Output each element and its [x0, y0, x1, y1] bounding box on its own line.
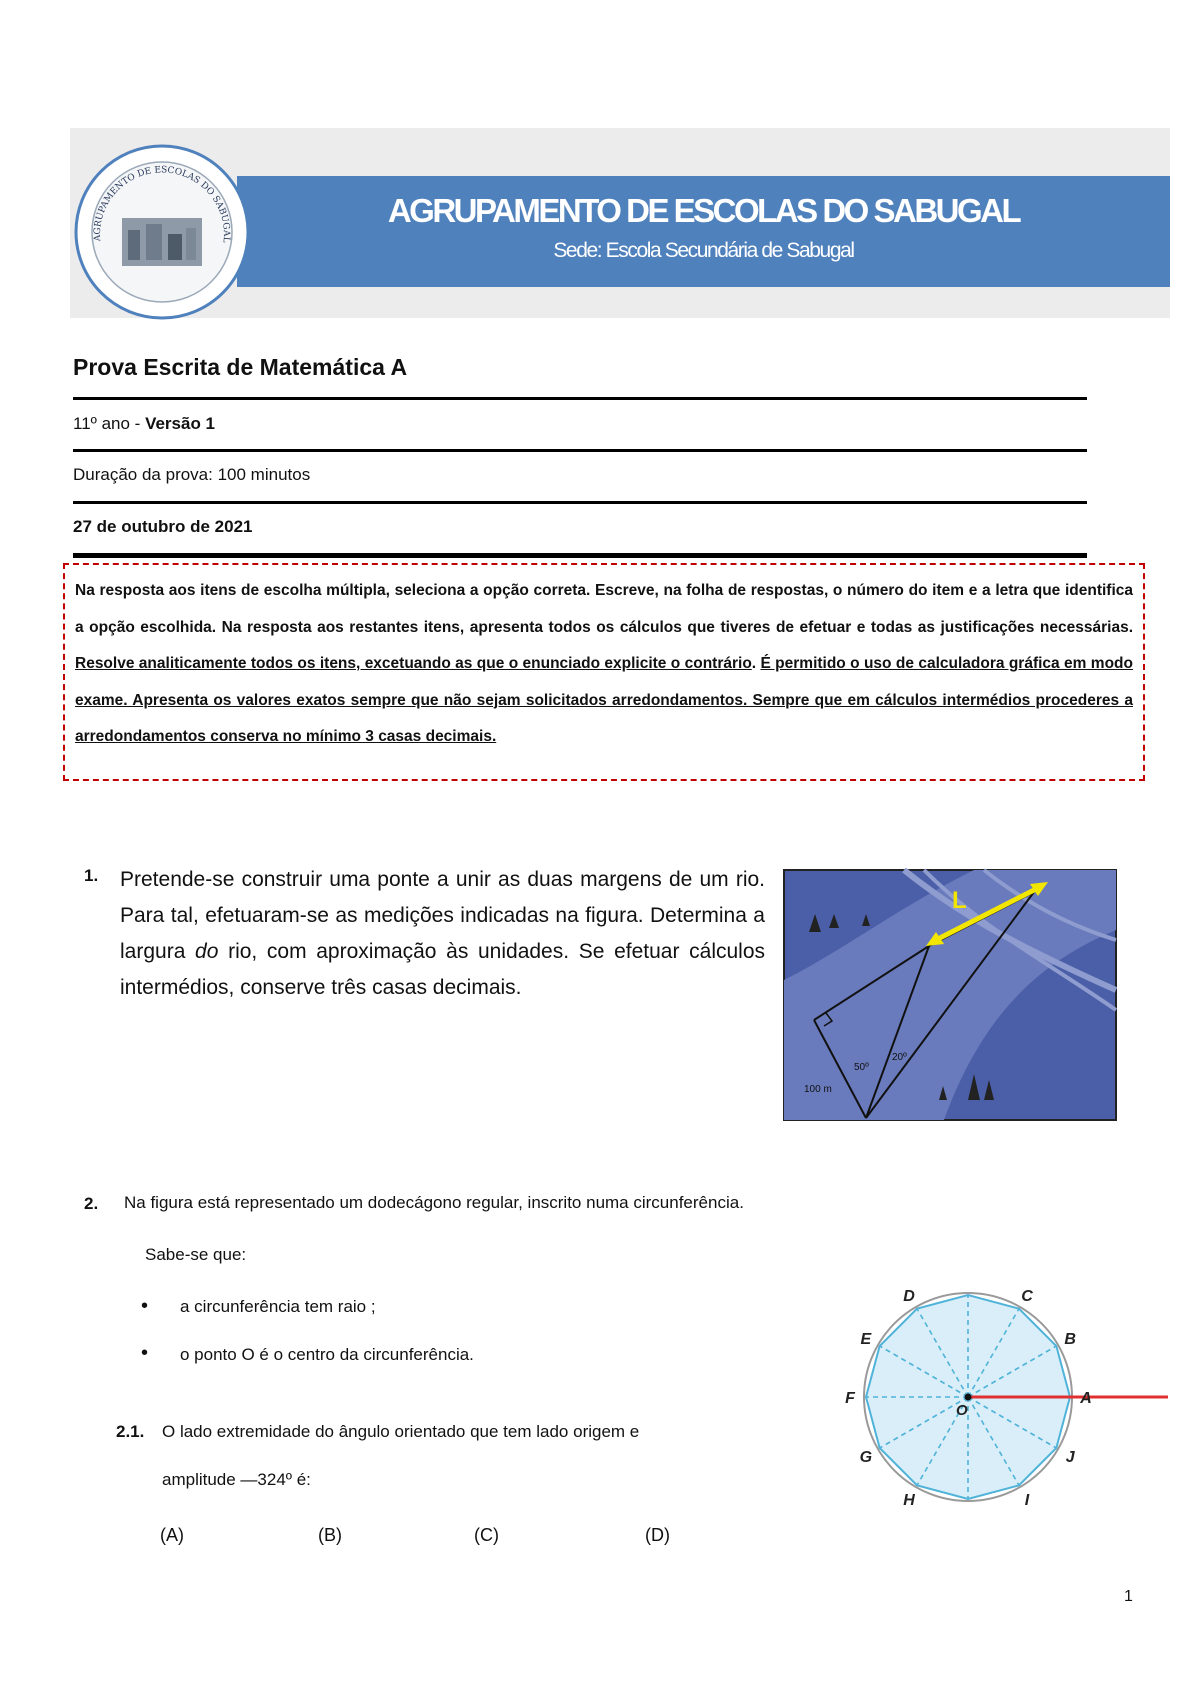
- instructions-part3: .: [751, 655, 761, 672]
- option-d: (D): [645, 1525, 670, 1545]
- q1-text: [120, 862, 765, 1006]
- q1-number: 1.: [84, 866, 99, 885]
- label-angle-20: 20º: [892, 1052, 907, 1063]
- vertex-label-c: C: [1021, 1287, 1033, 1305]
- bullet-item: a circunferência tem raio ;: [180, 1297, 376, 1316]
- option-c: (C): [474, 1525, 499, 1545]
- q2-known: Sabe-se que:: [145, 1245, 247, 1264]
- duration-line: Duração da prova: 100 minutos: [73, 465, 311, 484]
- version-text: Versão 1: [145, 414, 216, 433]
- exam-date: 27 de outubro de 2021: [73, 517, 253, 536]
- instructions-box: [63, 563, 1145, 781]
- center-label: O: [956, 1402, 968, 1419]
- instructions-part1: Na resposta aos itens de escolha múltipla, seleciona a opção correta. Escreve, na folha de respostas, o número do item e a letra que identifica a opção escolhida. Na resposta aos restantes itens, apresenta todos os cálculos que tiveres de efetuar e todas as justificações necessárias.: [75, 582, 1133, 636]
- divider: [73, 501, 1087, 504]
- school-logo: [70, 140, 255, 325]
- vertex-label-e: E: [860, 1331, 872, 1348]
- vertex-label-a: A: [1080, 1390, 1092, 1407]
- divider-thick: [73, 553, 1087, 558]
- q1-text-after: rio, com aproximação às unidades. Se efetuar cálculos intermédios, conserve três casas decimais.: [120, 940, 766, 999]
- vertex-label-i: I: [1024, 1492, 1030, 1510]
- school-seat: Sede: Escola Secundária de Sabugal: [553, 239, 854, 262]
- vertex-label-g: G: [859, 1449, 873, 1466]
- q21-number: 2.1.: [116, 1422, 145, 1441]
- center-point: [965, 1394, 972, 1401]
- dodecagon-figure: [845, 1265, 1170, 1530]
- vertex-label-h: H: [903, 1492, 915, 1510]
- page-number: 1: [1124, 1588, 1133, 1605]
- school-name: AGRUPAMENTO DE ESCOLAS DO SABUGAL: [387, 192, 1020, 229]
- q1-text-italic: do: [195, 940, 219, 963]
- q21-text-line2: amplitude —324º é:: [162, 1470, 311, 1489]
- divider: [73, 449, 1087, 452]
- label-100m: 100 m: [804, 1084, 832, 1095]
- exam-title: Prova Escrita de Matemática A: [73, 354, 408, 380]
- bullet-dot: •: [141, 1295, 149, 1317]
- grade-line: [73, 414, 215, 434]
- label-L: L: [952, 887, 967, 914]
- river-figure: [784, 870, 1116, 1120]
- option-a: (A): [160, 1525, 184, 1545]
- option-b: (B): [318, 1525, 342, 1545]
- vertex-label-b: B: [1064, 1331, 1076, 1348]
- vertex-label-j: J: [1065, 1449, 1075, 1466]
- grade-text: 11º ano -: [73, 414, 146, 433]
- instructions-part2: Resolve analiticamente todos os itens, excetuando as que o enunciado explicite o contrário: [75, 655, 752, 672]
- vertex-label-f: F: [845, 1390, 855, 1407]
- logo-text: AGRUPAMENTO DE ESCOLAS DO SABUGAL: [92, 165, 232, 244]
- bullet-dot: •: [141, 1342, 149, 1364]
- label-angle-50: 50º: [854, 1062, 869, 1073]
- vertex-label-d: D: [903, 1287, 915, 1305]
- q2-number: 2.: [84, 1194, 99, 1213]
- dodecagon-group: [845, 1288, 1168, 1509]
- q21-text-line1: O lado extremidade do ângulo orientado que tem lado origem e: [162, 1422, 640, 1441]
- q1-text-before: Pretende-se construir uma ponte a unir as duas margens de um rio. Para tal, efetuaram-se as medições indicadas na figura. Determina a largura: [120, 868, 765, 963]
- q2-text: Na figura está representado um dodecágono regular, inscrito numa circunferência.: [124, 1193, 744, 1212]
- instructions-part4: É permitido o uso de calculadora gráfica em modo exame. Apresenta os valores exatos sempre que não sejam solicitados arredondamentos. Sempre que em cálculos intermédios procederes a arredondamentos conserva no mínimo 3 casas decimais.: [75, 655, 1133, 745]
- divider: [73, 397, 1087, 400]
- bullet-item: o ponto O é o centro da circunferência.: [180, 1345, 474, 1364]
